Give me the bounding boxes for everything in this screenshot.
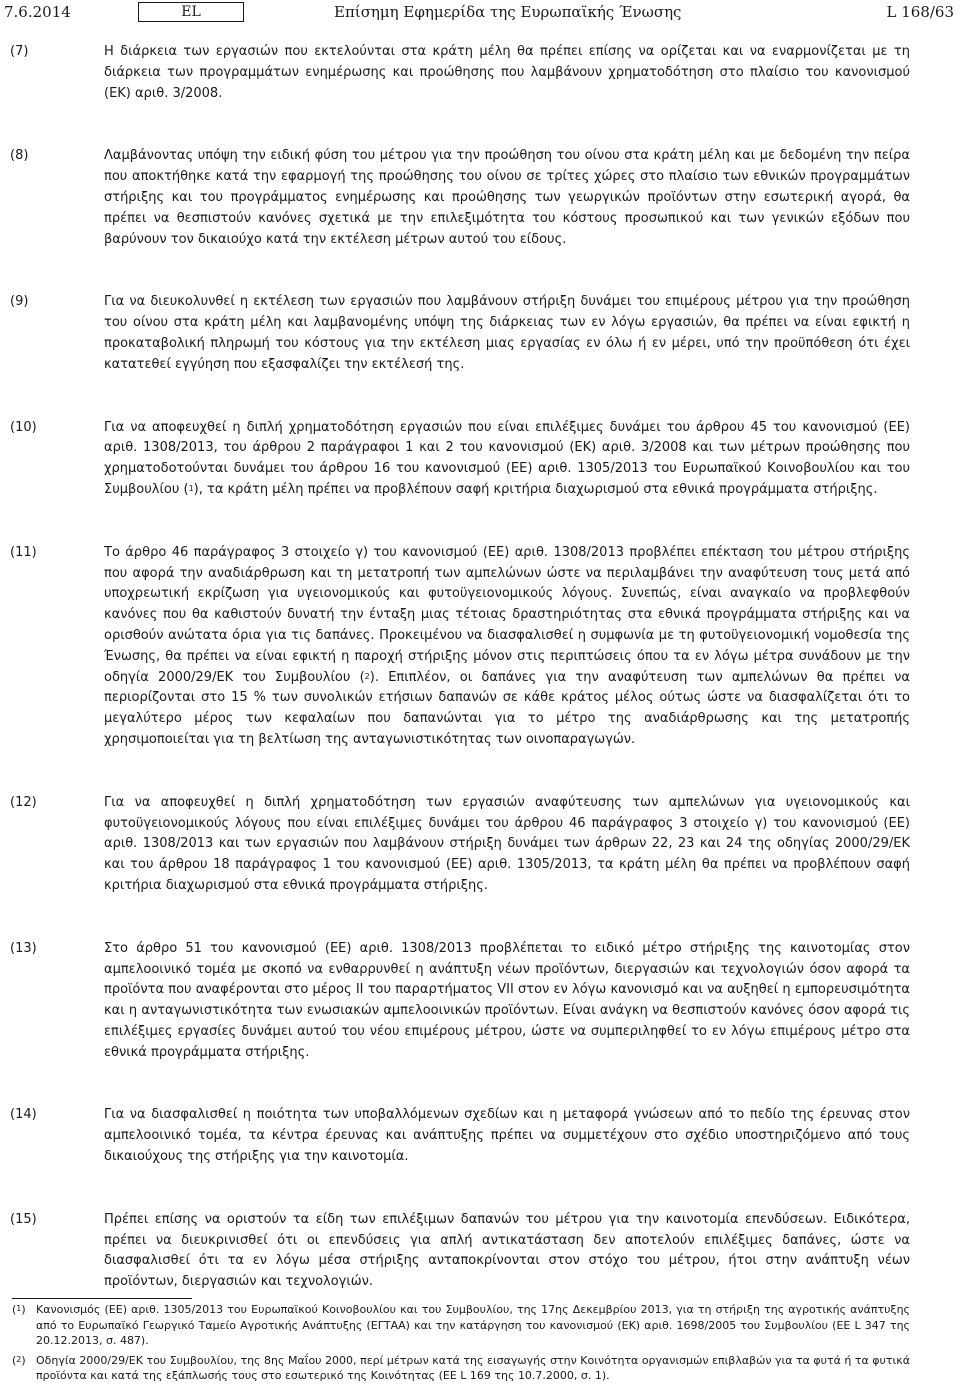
recital-text-part: ), τα κράτη μέλη πρέπει να προβλέπουν σαφή κριτήρια διαχωρισμού στα εθνικά προγράμματα στήριξης. <box>193 481 878 497</box>
footnote-marker: ($^1$) <box>12 1303 26 1316</box>
recital-text <box>104 543 910 751</box>
recital-text: Για να αποφευχθεί η διπλή χρηματοδότηση των εργασιών αναφύτευσης των αμπελώνων για υγειονομικούς και φυτοϋγειονομικούς λόγους που είναι επιλέξιμες δυνάμει του άρθρου 46 παράγραφος 3 στοιχείο γ) του κανονισμού (ΕΕ) αριθ. 1308/2013 και των εργασιών που λαμβάνουν στήριξη δυνάμει των άρθρων 22, 23 και 24 της οδηγίας 2000/29/ΕΚ και του άρθρου 18 παράγραφος 1 του κανονισμού (ΕΕ) αριθ. 1305/2013, τα κράτη μέλη θα πρέπει να προβλέπουν σαφή κριτήρια διαχωρισμού στα εθνικά προγράμματα στήριξης. <box>104 794 910 893</box>
recital-text: Για να διασφαλισθεί η ποιότητα των υποβαλλόμενων σχεδίων και η μεταφορά γνώσεων από το πεδίο της έρευνας στον αμπελοοινικό τομέα, τα κέντρα έρευνας και ανάπτυξης πρέπει να συμμετέχουν στο σχέδιο υποστηριζόμενο από τους δικαιούχους της στήριξης για την καινοτομία. <box>104 1107 910 1165</box>
recital-text: Για να διευκολυνθεί η εκτέλεση των εργασιών που λαμβάνουν στήριξη δυνάμει του επιμέρους μέτρου για την προώθηση του οίνου στα κράτη μέλη και λαμβανομένης υπόψη της διάρκειας των εν λόγω εργασιών, θα πρέπει να είναι εφικτή η προκαταβολική πληρωμή του κόστους για την εκτέλεση μιας εργασίας εν όλω ή εν μέρει, υπό την προϋπόθεση ότι έχει κατατεθεί εγγύηση που εξασφαλίζει την εκτέλεσή της. <box>104 294 910 372</box>
journal-title: Επίσημη Εφημερίδα της Ευρωπαϊκής Ένωσης <box>334 3 682 21</box>
footnote-reference[interactable]: 1 <box>188 483 194 493</box>
recitals-body <box>10 42 910 1293</box>
recital-7 <box>10 42 910 104</box>
footnote-marker-number: 2 <box>16 1354 22 1364</box>
recital-text: Η διάρκεια των εργασιών που εκτελούνται στα κράτη μέλη θα πρέπει επίσης να ορίζεται και να εναρμονίζεται με τη διάρκεια των προγραμμάτων ενημέρωσης και προώθησης που λαμβάνουν χρηματοδότηση στο πλαίσιο του κανονισμού (ΕΚ) αριθ. 3/2008. <box>104 44 910 101</box>
recital-12 <box>10 793 910 897</box>
footnote-reference[interactable]: 2 <box>364 671 370 681</box>
recital-number: (7) <box>10 44 29 59</box>
recital-number: (8) <box>10 148 29 164</box>
recital-number: (11) <box>10 544 37 560</box>
recital-9 <box>10 292 910 375</box>
recital-text: Πρέπει επίσης να οριστούν τα είδη των επιλέξιμων δαπανών του μέτρου για την καινοτομία επενδύσεων. Ειδικότερα, πρέπει να διευκρινισθεί ότι οι επενδύσεις για απλή αντικατάσταση δεν αποτελούν επιλέξιμες δαπάνες, ώστε να διασφαλισθεί ότι τα εν λόγω μέσα στήριξης ανταποκρίνονται στον στόχο του μέτρου, ήτοι στην ανάπτυξη νέων προϊόντων, διεργασιών και τεχνολογιών. <box>104 1211 910 1290</box>
footnotes <box>12 1302 910 1388</box>
footnote-marker: ($^2$) <box>12 1353 26 1367</box>
footnote-text: Οδηγία 2000/29/ΕΚ του Συμβουλίου, της 8ης Μαΐου 2000, περί μέτρων κατά της εισαγωγής στην Κοινότητα οργανισμών επιβλαβών για τα φυτά ή τα φυτικά προϊόντα και κατά της εξάπλωσής τους στο εσωτερικό της Κοινότητας (ΕΕ L 169 της 10.7.2000, σ. 1). <box>36 1353 910 1382</box>
footnote-divider <box>12 1298 192 1299</box>
recital-text-part: Για να αποφευχθεί η διπλή χρηματοδότηση εργασιών που είναι επιλέξιμες δυνάμει του άρθρου 45 του κανονισμού (ΕΕ) αριθ. 1308/2013, του άρθρου 2 παράγραφοι 1 και 2 του κανονισμού (ΕΚ) αριθ. 3/2008 και των μέτρων προώθησης που χρηματοδοτούνται δυνάμει του άρθρου 16 του κανονισμού (ΕΕ) αριθ. 1305/2013 του Ευρωπαϊκού Κοινοβουλίου και του Συμβουλίου ( <box>104 419 910 497</box>
footnote-marker-number: 1 <box>16 1304 22 1313</box>
recital-11 <box>10 543 910 751</box>
recital-10 <box>10 418 910 501</box>
footnote-2 <box>12 1353 910 1384</box>
recital-number: (13) <box>10 940 37 956</box>
page-header <box>4 2 954 26</box>
page-reference: L 168/63 <box>886 3 954 21</box>
recital-number: (14) <box>10 1107 37 1123</box>
recital-text: Λαμβάνοντας υπόψη την ειδική φύση του μέτρου για την προώθηση του οίνου στα κράτη μέλη και με δεδομένη την πείρα που αποκτήθηκε κατά την εφαρμογή της προώθησης του οίνου σε τρίτες χώρες στο πλαίσιο των εθνικών προγραμμάτων στήριξης και του προγράμματος ενημέρωσης και προώθησης των γεωργικών προϊόντων στην εσωτερική αγορά, θα πρέπει να θεσπιστούν κανόνες σχετικά με την επιλεξιμότητα του κόστους προσωπικού και των γενικών εξόδων που βαρύνουν τον δικαιούχο κατά την εκτέλεση μέτρων αυτού του είδους. <box>104 148 910 247</box>
recital-8 <box>10 146 910 250</box>
footnote-text: Κανονισμός (ΕΕ) αριθ. 1305/2013 του Ευρωπαϊκού Κοινοβουλίου και του Συμβουλίου, της 17ης Δεκεμβρίου 2013, για τη στήριξη της αγροτικής ανάπτυξης από το Ευρωπαϊκό Γεωργικό Ταμείο Αγροτικής Ανάπτυξης (ΕΓΤΑΑ) και την κατάργηση του κανονισμού (ΕΚ) αριθ. 1698/2005 του Συμβουλίου (ΕΕ L 347 της 20.12.2013, σ. 487). <box>36 1303 910 1347</box>
footnote-1 <box>12 1302 910 1349</box>
recital-number: (9) <box>10 294 29 310</box>
recital-14 <box>10 1105 910 1167</box>
recital-text <box>104 418 910 501</box>
recital-number: (12) <box>10 794 37 810</box>
language-code-box: EL <box>138 2 244 22</box>
recital-text-part: ). Επιπλέον, οι δαπάνες για την αναφύτευση των αμπελώνων θα πρέπει να περιορίζονται στο 15 % των συνολικών ετήσιων δαπανών σε κάθε κράτος μέλος ούτως ώστε να διασφαλίζεται ότι το μεγαλύτερο μέρος των κεφαλαίων που δαπανώνται για το μέτρο της αναδιάρθρωσης και της μετατροπής χρησιμοποιείται για τη βελτίωση της ανταγωνιστικότητας των οινοπαραγωγών. <box>104 669 910 747</box>
recital-13 <box>10 939 910 1064</box>
recital-text-part: Το άρθρο 46 παράγραφος 3 στοιχείο γ) του κανονισμού (ΕΕ) αριθ. 1308/2013 προβλέπει επέκταση του μέτρου στήριξης που αφορά την αναδιάρθρωση και τη μετατροπή των αμπελώνων ώστε να περιλαμβάνει την αναφύτευση τους μετά από υποχρεωτική εκρίζωση για υγειονομικούς και φυτοϋγειονομικούς λόγους. Συνεπώς, είναι αναγκαίο να προβλεφθούν κανόνες που θα καθιστούν δυνατή την ένταξη μιας τέτοιας δραστηριότητας στα εθνικά προγράμματα στήριξης και να ορισθούν ανώτατα όρια για τις δαπάνες. Προκειμένου να διασφαλισθεί η συμφωνία με τη φυτοϋγειονομική νομοθεσία της Ένωσης, θα πρέπει να είναι εφικτή η παροχή στήριξης μόνον στις περιπτώσεις όπου τα εν λόγω μέτρα συνάδουν με την οδηγία 2000/29/ΕΚ του Συμβουλίου ( <box>104 544 910 685</box>
recital-text: Στο άρθρο 51 του κανονισμού (ΕΕ) αριθ. 1308/2013 προβλέπεται το ειδικό μέτρο στήριξης της καινοτομίας στον αμπελοοινικό τομέα με σκοπό να ενθαρρυνθεί η ανάπτυξη νέων προϊόντων, διεργασιών και τεχνολογιών όσον αφορά τα προϊόντα που αναφέρονται στο μέρος II του παραρτήματος VII στον εν λόγω κανονισμό και να αυξηθεί η εμπορευσιμότητα και η ανταγωνιστικότητα των ενωσιακών αμπελοοινικών προϊόντων. Είναι ανάγκη να θεσπιστούν κανόνες όσον αφορά τις επιλέξιμες εργασίες δυνάμει αυτού του νέου επιμέρους μέτρου, ώστε να συμπεριληφθεί το εν λόγω επιμέρους μέτρο στα εθνικά προγράμματα στήριξης. <box>104 940 910 1060</box>
recital-15 <box>10 1210 910 1293</box>
recital-number: (15) <box>10 1211 37 1227</box>
publication-date: 7.6.2014 <box>4 3 71 21</box>
recital-number: (10) <box>10 419 37 435</box>
